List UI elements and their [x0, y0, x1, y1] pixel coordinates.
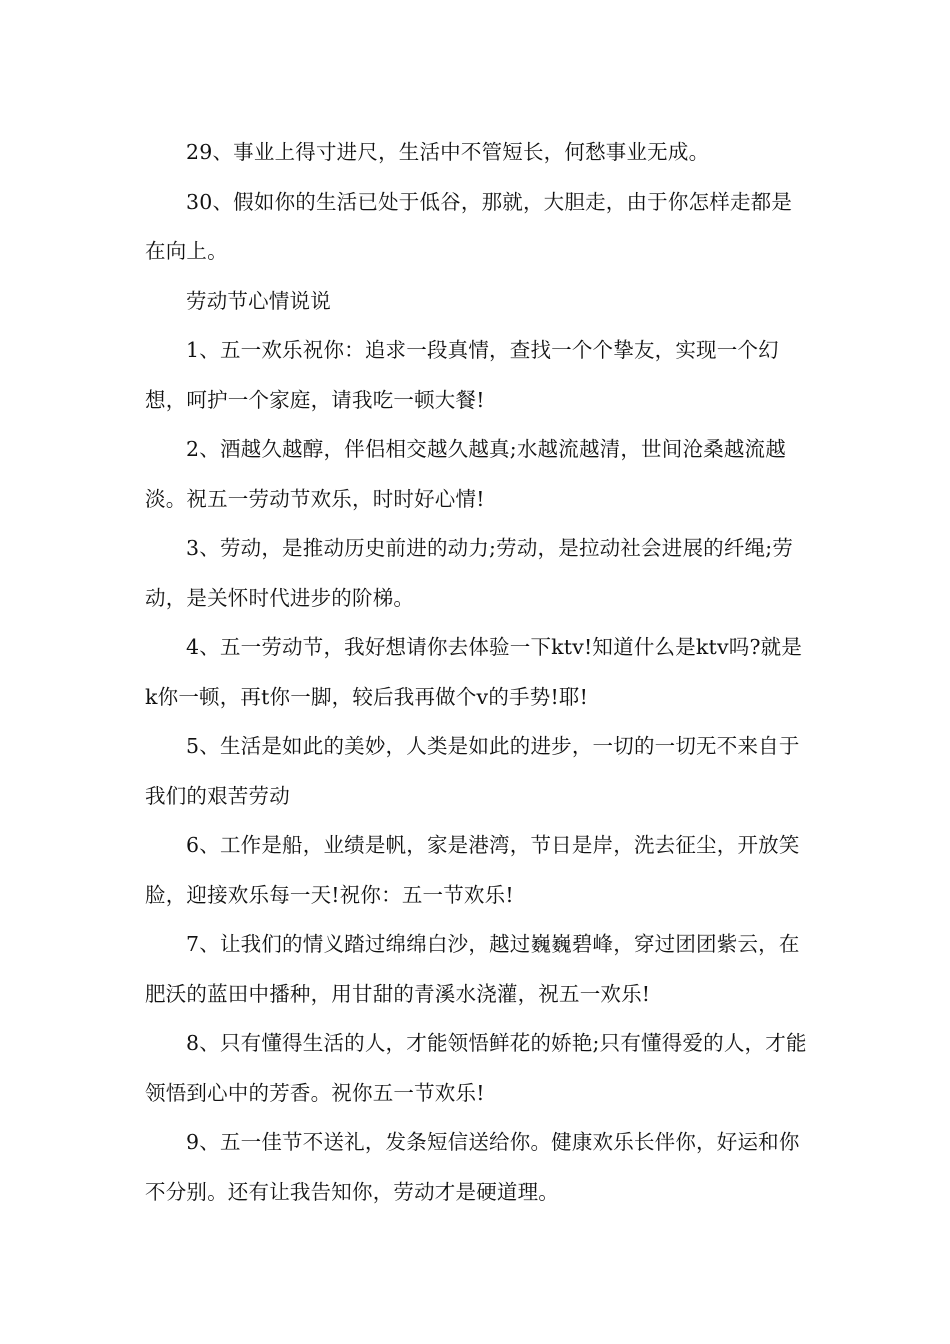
paragraph-4: 4、五一劳动节，我好想请你去体验一下ktv!知道什么是ktv吗?就是k你一顿，再t你一脚，较后我再做个v的手势!耶! — [145, 635, 803, 709]
paragraph-6: 6、工作是船，业绩是帆，家是港湾，节日是岸，洗去征尘，开放笑脸，迎接欢乐每一天!祝你：五一节欢乐! — [145, 833, 800, 907]
paragraph-7: 7、让我们的情义踏过绵绵白沙，越过巍巍碧峰，穿过团团紫云，在肥沃的蓝田中播种，用甘甜的青溪水浇灌，祝五一欢乐! — [145, 932, 800, 1006]
paragraph-1: 1、五一欢乐祝你：追求一段真情，查找一个个挚友，实现一个幻想，呵护一个家庭，请我吃一顿大餐! — [145, 338, 779, 412]
paragraph-8: 8、只有懂得生活的人，才能领悟鲜花的娇艳;只有懂得爱的人，才能领悟到心中的芳香。祝你五一节欢乐! — [145, 1031, 807, 1105]
paragraph-5: 5、生活是如此的美妙，人类是如此的进步，一切的一切无不来自于我们的艰苦劳动 — [145, 734, 800, 808]
document-body — [145, 128, 810, 1217]
paragraph-30: 30、假如你的生活已处于低谷，那就，大胆走，由于你怎样走都是在向上。 — [145, 189, 793, 263]
paragraph-3: 3、劳动，是推动历史前进的动力;劳动，是拉动社会进展的纤绳;劳动，是关怀时代进步的阶梯。 — [145, 536, 794, 610]
paragraph-2: 2、酒越久越醇，伴侣相交越久越真;水越流越清，世间沧桑越流越淡。祝五一劳动节欢乐，时时好心情! — [145, 437, 786, 511]
paragraph-9: 9、五一佳节不送礼，发条短信送给你。健康欢乐长伴你，好运和你不分别。还有让我告知你，劳动才是硬道理。 — [145, 1130, 800, 1204]
paragraph-29: 29、事业上得寸进尺，生活中不管短长，何愁事业无成。 — [186, 140, 710, 164]
section-heading: 劳动节心情说说 — [186, 288, 331, 313]
